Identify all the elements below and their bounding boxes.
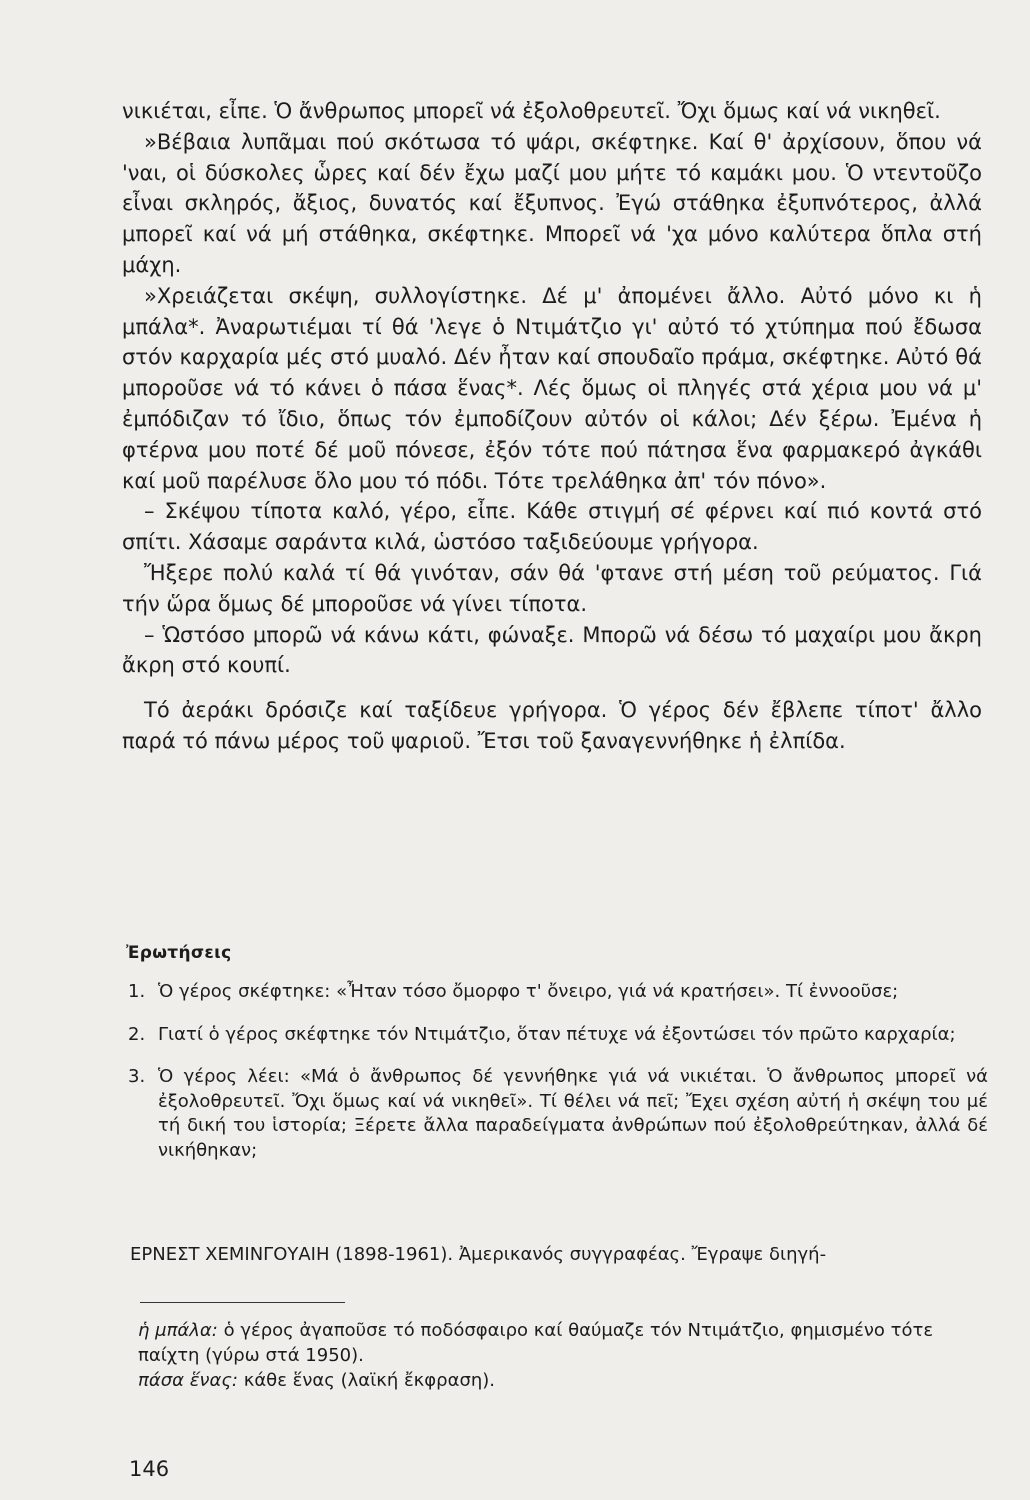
- question-number: 3.: [128, 1066, 146, 1087]
- question-text: Ὁ γέρος σκέφτηκε: «Ἦταν τόσο ὄμορφο τ' ὄνειρο, γιά νά κρατήσει». Τί ἐννοοῦσε;: [158, 981, 899, 1002]
- questions-list: [128, 980, 988, 1181]
- author-note: ΕΡΝΕΣΤ ΧΕΜΙΝΓΟΥΑΙΗ (1898-1961). Ἀμερικανός συγγραφέας. Ἔγραψε διηγή-: [130, 1244, 827, 1265]
- paragraph: Τό ἀεράκι δρόσιζε καί ταξίδευε γρήγορα. Ὁ γέρος δέν ἔβλεπε τίποτ' ἄλλο παρά τό πάνω μέρος τοῦ ψαριοῦ. Ἔτσι τοῦ ξαναγεννήθηκε ἡ ἐλπίδα.: [122, 698, 982, 753]
- question-item: [128, 1065, 988, 1163]
- body-text: [122, 96, 982, 757]
- footnote: [138, 1368, 998, 1393]
- footnote-text: κάθε ἕνας (λαϊκή ἔκφραση).: [237, 1370, 496, 1391]
- footnote-text: ὁ γέρος ἀγαποῦσε τό ποδόσφαιρο καί θαύμαζε τόν Ντιμάτζιο, φημισμένο τότε παίχτη (γύρω στά 1950).: [138, 1320, 934, 1366]
- page-number: 146: [129, 1457, 170, 1481]
- footnote-term: πάσα ἕνας:: [138, 1370, 238, 1391]
- question-item: [128, 980, 988, 1005]
- footnotes: [138, 1318, 998, 1393]
- paragraph: – Σκέψου τίποτα καλό, γέρο, εἶπε. Κάθε στιγμή σέ φέρνει καί πιό κοντά στό σπίτι. Χάσαμε σαράντα κιλά, ὡστόσο ταξιδεύουμε γρήγορα.: [122, 499, 982, 555]
- question-number: 2.: [128, 1023, 146, 1045]
- question-text: Ὁ γέρος λέει: «Μά ὁ ἄνθρωπος δέ γεννήθηκε γιά νά νικιέται. Ὁ ἄνθρωπος μπορεῖ νά ἐξολοθρευτεῖ. Ὄχι ὅμως καί νά νικηθεῖ». Τί θέλει νά πεῖ; Ἔχει σχέση αὐτή ἡ σκέψη του μέ τή δική του ἱστορία; Ξέρετε ἄλλα παραδείγματα ἀνθρώπων πού ἐξολοθρεύτηκαν, ἀλλά δέ νικήθηκαν;: [158, 1066, 988, 1161]
- question-text: Γιατί ὁ γέρος σκέφτηκε τόν Ντιμάτζιο, ὅταν πέτυχε νά ἐξοντώσει τόν πρῶτο καρχαρία;: [158, 1023, 956, 1045]
- paragraph: νικιέται, εἶπε. Ὁ ἄνθρωπος μπορεῖ νά ἐξολοθρευτεῖ. Ὄχι ὅμως καί νά νικηθεῖ.: [122, 99, 941, 123]
- footnote: [138, 1318, 998, 1368]
- question-item: [128, 1023, 988, 1048]
- paragraph: – Ὡστόσο μπορῶ νά κάνω κάτι, φώναξε. Μπορῶ νά δέσω τό μαχαίρι μου ἄκρη ἄκρη στό κουπί.: [122, 622, 982, 678]
- question-number: 1.: [128, 981, 146, 1002]
- paragraph: »Βέβαια λυπᾶμαι πού σκότωσα τό ψάρι, σκέφτηκε. Καί θ' ἀρχίσουν, ὅπου νά 'ναι, οἱ δύσκολες ὧρες καί δέν ἔχω μαζί μου μήτε τό καμάκι μου. Ὁ ντεντοῦζο εἶναι σκληρός, ἄξιος, δυνατός καί ἔξυπνος. Ἐγώ στάθηκα ἐξυπνότερος, ἀλλά μπορεῖ καί νά μή στάθηκα, σκέφτηκε. Μπορεῖ νά 'χα μόνο καλύτερα ὅπλα στή μάχη.: [122, 129, 982, 277]
- footnote-divider: [140, 1302, 345, 1303]
- paragraph: »Χρειάζεται σκέψη, συλλογίστηκε. Δέ μ' ἀπομένει ἄλλο. Αὐτό μόνο κι ἡ μπάλα*. Ἀναρωτιέμαι τί θά 'λεγε ὁ Ντιμάτζιο γι' αὐτό τό χτύπημα πού ἔδωσα στόν καρχαρία μές στό μυαλό. Δέν ἦταν καί σπουδαῖο πράμα, σκέφτηκε. Αὐτό θά μποροῦσε νά τό κάνει ὁ πάσα ἕνας*. Λές ὅμως οἱ πληγές στά χέρια μου νά μ' ἐμπόδιζαν τό ἴδιο, ὅπως τόν ἐμποδίζουν αὐτόν οἱ κάλοι; Δέν ξέρω. Ἐμένα ἡ φτέρνα μου ποτέ δέ μοῦ πόνεσε, ἐξόν τότε πού πάτησα ἕνα φαρμακερό ἀγκάθι καί μοῦ παρέλυσε ὅλο μου τό πόδι. Τότε τρελάθηκα ἀπ' τόν πόνο».: [122, 283, 982, 493]
- footnote-term: ἡ μπάλα:: [138, 1320, 218, 1341]
- paragraph: Ἤξερε πολύ καλά τί θά γινόταν, σάν θά 'φτανε στή μέση τοῦ ρεύματος. Γιά τήν ὥρα ὅμως δέ μποροῦσε νά γίνει τίποτα.: [122, 560, 982, 616]
- questions-heading: Ἐρωτήσεις: [126, 943, 232, 963]
